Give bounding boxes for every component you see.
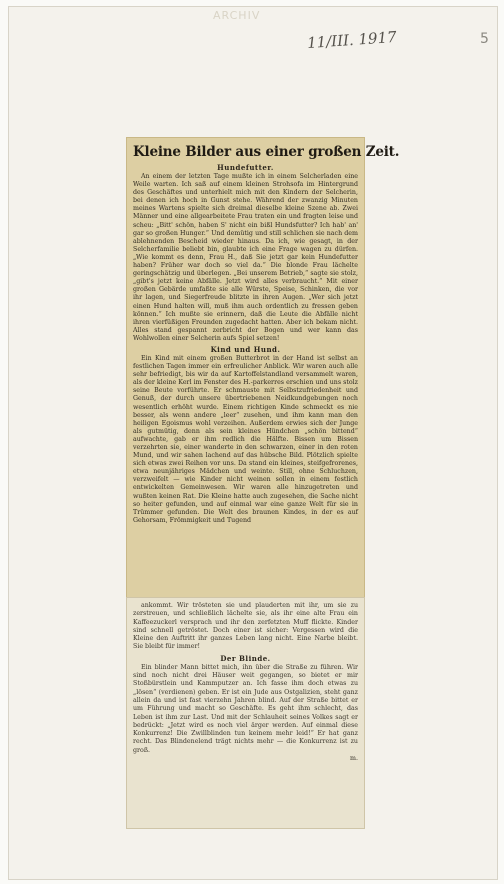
paragraph-hundefutter: An einem der letzten Tage mußte ich in einem Selcherladen eine Weile warten. Ich saß auf einem kleinen Strohsofa im Hintergrund des Geschäftes und unterhielt mich mit den Kindern der Selcherin, bei denen ich hoch in Gunst stehe. Während der zwanzig Minuten meines Wartens spielte sich dreimal dieselbe kleine Szene ab. Zwei Männer und eine allgearbeitete Frau traten ein und fragten leise und scheu: „Bitt' schön, haben S' nicht ein bißl Hundsfutter? Ich hab' an' gar so großen Hunger.“ Und demütig und still schlichen sie nach dem ablehnenden Bescheid wieder hinaus. Da ich, wie gesagt, in der Selcherfamilie beliebt bin, glaubte ich eine Frage wagen zu dürfen. „Wie kommt es denn, Frau H., daß Sie jetzt gar kein Hundefutter haben? Früher war doch so viel da.“ Die blonde Frau lächelte geringschätzig und überlegen. „Bei unserem Betrieb,“ sagte sie stolz, „gibt's jetzt keine Abfälle. Jetzt wird alles verbraucht.“ Mit einer großen Gebärde umfaßte sie alle Würste, Speise, Schinken, die vor ihr lagen, und Siegerfreude blitzte in ihren Augen. „Wer sich jetzt einen Hund halten will, muß ihm auch ordentlich zu fressen geben können.“ Ich mußte sie erinnern, daß die Leute die Abfälle nicht ihren vierfüßigen Freunden zugedacht hatten. Aber ich bekam nicht. Alles stand gespannt zerbricht der Bogen und wer kann das Wohlwollen einer Selcherin aufs Spiel setzen! bbox=[133, 173, 358, 342]
paragraph-continuation: ankommt. Wir trösteten sie und plauderten mit ihr, um sie zu zerstreuen, und schließlich lächelte sie, als ihr eine alte Frau ein Kaffeezuckerl versprach und ihr den zerfetzten Muff flickte. Kinder sind schnell getröstet. Doch einer ist sicher: Vergessen wird die Kleine den Auftritt ihr ganzes Leben lang nicht. Eine Narbe bleibt. Sie bleibt für immer! bbox=[133, 602, 358, 651]
section-title-der-blinde: Der Blinde. bbox=[220, 653, 271, 663]
page-number: 5 bbox=[480, 31, 489, 47]
handwritten-date: 11/III. 1917 bbox=[306, 27, 398, 53]
newspaper-clipping-top bbox=[126, 137, 400, 598]
archive-sheet bbox=[8, 6, 498, 880]
paragraph-der-blinde: Ein blinder Mann bittet mich, ihn über die Straße zu führen. Wir sind noch nicht drei Häuser weit gegangen, so bietet er mir Stoßbürstlein und Kammputzer an. Ich fasse ihm doch etwas zu „lösen“ (verdienen) geben. Er ist ein Jude aus Ostgalizien, steht ganz allein da und ist fast vierzehn Jahren blind. Auf der Straße bittet er um Führung und macht so Geschäfte. Es geht ihm schlecht, das Leben ist ihm zur Last. Und mit der Schlauheit seines Volkes sagt er bedrückt: „Jetzt wird es noch viel ärger werden. Auf einmal diese Konkurrenz! Die Zwillblinden tun keinem mehr leid!“ Er hat ganz recht. Das Blindenelend trägt nichts mehr — die Konkurrenz ist zu groß. bbox=[133, 663, 358, 754]
archive-stamp: ARCHIV bbox=[213, 9, 261, 22]
article-headline: Kleine Bilder aus einer großen Zeit. bbox=[133, 144, 400, 160]
section-title-kind-und-hund: Kind und Hund. bbox=[210, 344, 281, 354]
section-title-hundefutter: Hundefutter. bbox=[217, 163, 274, 172]
newspaper-clipping-bottom bbox=[126, 597, 365, 829]
paragraph-kind-und-hund: Ein Kind mit einem großen Butterbrot in der Hand ist selbst an festlichen Tagen immer ein erfreulicher Anblick. Wir waren auch alle sehr befriedigt, bis wir da auf Kartoffelstandland versammelt waren, als der kleine Kerl im Fenster des H.-parkerres erschien und uns stolz seine Beute vorführte. Er schmauste mit Selbstzufriedenheit und Genuß, der durch unsere übertriebenen Neidkundgebungen noch wesentlich erhöht wurde. Einem richtigen Kinde schmeckt es nie besser, als wenn andere „leer“ zusehen, und ihm kann man den heiligen Egoismus wohl verzeihen. Außerdem erwies sich der Junge als gutmütig, denn als sein kleines Hündchen „schön bittend“ aufwachte, gab er ihm redlich die Hälfte. Bissen um Bissen verzehrten sie, einer wanderte in den schwarzen, einer in den roten Mund, und wir sahen lachend auf das hübsche Bild. Plötzlich spielte sich etwas zwei Reihen vor uns. Da stand ein kleines, steifgefrorenes, etwa neunjähriges Mädchen und weinte. Still, ohne Schluchzen, verzweifelt — wie Kinder nicht weinen sollen in einem festlich entwickelten Gemeinwesen. Wir waren alle hinzugetreten und wußten keinen Rat. Die Kleine hatte auch zugesehen, die Sache nicht so heiter gefunden, und auf einmal war eine ganze Welt für sie in Trümmer gefunden. Die Welt des braunen Kindes, in der es auf Gehorsam, Frömmigkeit und Tugend bbox=[133, 354, 358, 524]
author-signature: m. bbox=[350, 755, 358, 763]
